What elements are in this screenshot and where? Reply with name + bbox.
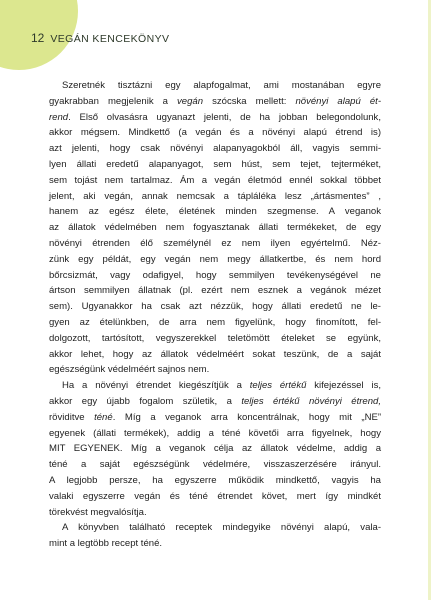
text-line: az állatok védelmében nem fogyasztanak állati termékeket, de egy: [49, 222, 381, 234]
text-line: valaki egyszerre vegán és téné étrendet követ, mert így mindkét: [49, 490, 381, 502]
paragraph: [49, 78, 381, 378]
book-title: VEGÁN KENCEKÖNYV: [50, 33, 170, 45]
text-line: növényi étrenden élő személynél ez nem ilyen egyértelmű. Néz-: [49, 237, 381, 249]
text-line: zünk egy példát, egy vegán nem megy állatkertbe, és nem hord: [49, 253, 381, 265]
text-line: röviditve téné. Míg a veganok arra koncentrálnak, hogy mit „NE”: [49, 411, 382, 423]
text-line: mint a legtöbb recept téné.: [49, 538, 163, 550]
text-line: egészségünk védelméért sajnos nem.: [49, 364, 210, 376]
text-line: akkor lehet, hogy az állatok védelméért sokat teszünk, de a saját: [49, 348, 381, 360]
text-line: gyakrabban megjelenik a vegán szócska mellett: növényi alapú ét-: [49, 95, 381, 107]
text-line: törekvést megvalósítja.: [49, 506, 147, 518]
text-line: rend. Első olvasásra ugyanazt jelenti, de ha jobban belegondolunk,: [49, 111, 381, 123]
text-line: hanem az egész élete, életének minden szegmense. A veganok: [49, 206, 381, 218]
text-line: Ha a növényi étrendet kiegészítjük a teljes értékű kifejezéssel is,: [62, 380, 381, 392]
text-line: jelent, aki vegán, annak nemcsak a tápláléka lesz „ártásmentes” ,: [49, 190, 381, 202]
text-line: Szeretnék tisztázni egy alapfogalmat, ami mostanában egyre: [62, 80, 381, 91]
text-line: akkor egy újabb fogalom születik, a teljes értékű növényi étrend,: [49, 395, 382, 407]
text-line: sem). Ugyanakkor ha csak azt nézzük, hogy állati eredetű ne le-: [49, 301, 381, 313]
paragraph: [49, 378, 381, 520]
text-line: egyenek (állati termékek), addig a téné követői arra figyelnek, hogy: [49, 427, 381, 439]
text-line: téné a saját egészségünk védelmére, visszaszerzésére irányul.: [49, 459, 381, 471]
text-line: gyen az ételünkben, de arra nem figyelünk, hogy finomított, fel-: [49, 316, 381, 328]
page-number: 12: [31, 31, 45, 45]
text-line: A könyvben található receptek mindegyike növényi alapú, vala-: [62, 522, 381, 534]
text-line: MIT EGYENEK. Míg a veganok célja az állatok védelme, addig a: [49, 443, 381, 455]
text-line: dolgozott, tartósított, vegyszerekkel teletömött ételeket se együnk,: [49, 332, 381, 344]
running-header: [31, 31, 169, 45]
paragraph: [49, 520, 381, 552]
text-line: A legjobb persze, ha egyszerre működik mindkettő, vagyis ha: [49, 474, 381, 486]
text-line: akkor mégsem. Mindkettő (a vegán és a növényi alapú étrend is): [49, 127, 381, 139]
text-line: lyen állati eredetű alapanyagot, sem húst, sem tejet, tejterméket,: [49, 158, 381, 170]
text-line: azt jelenti, hogy csak növényi alapanyagokból áll, vagyis semmi-: [49, 143, 381, 155]
text-line: bőrcsizmát, vagy odafigyel, hogy semmilyen tevékenységével ne: [49, 269, 381, 281]
text-line: ártson semmilyen állatnak (pl. ezért nem esznek a vegánok mézet: [49, 285, 381, 297]
body-text: [49, 78, 381, 552]
text-line: sem tojást nem tartalmaz. Ám a vegán életmód ennél sokkal többet: [49, 174, 381, 186]
